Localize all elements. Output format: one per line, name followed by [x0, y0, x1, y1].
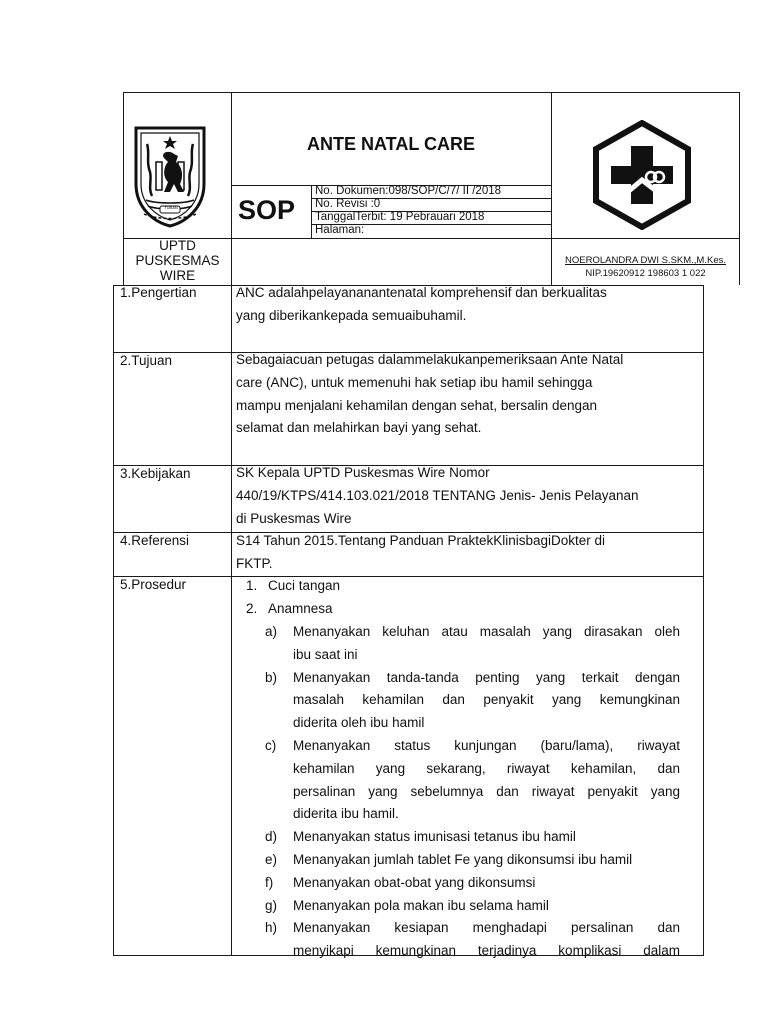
doc-number: No. Dokumen:098/SOP/C/7/ II /2018 — [315, 185, 502, 197]
kebijakan-line: di Puskesmas Wire — [236, 510, 352, 526]
pengertian-line: yang diberikankepada semuaibuhamil. — [236, 307, 467, 323]
page-number: Halaman: — [315, 224, 365, 236]
substep-item — [265, 621, 680, 667]
revision-number: No. Revisi :0 — [315, 198, 381, 210]
substep-line: Menanyakan kesiapan menghadapi persalinan dan — [293, 920, 680, 936]
org-name — [124, 238, 231, 283]
tujuan-line: care (ANC), untuk memenuhi hak setiap ibu hamil sehingga — [236, 374, 593, 390]
substep-item — [265, 667, 680, 735]
substep-item — [265, 895, 680, 918]
tujuan-line: selamat dan melahirkan bayi yang sehat. — [236, 420, 482, 436]
tujuan-line: mampu menjalani kehamilan dengan sehat, bersalin dengan — [236, 397, 597, 413]
signer-block — [552, 254, 739, 280]
substep-line: masalah kehamilan dan penyakit yang kemungkinan — [293, 692, 680, 708]
substep-marker: d) — [265, 829, 278, 845]
step-text: Anamnesa — [268, 601, 333, 616]
pengertian-line: ANC adalahpelayananantenatal komprehensif dan berkualitas — [236, 285, 607, 300]
referensi-line: S14 Tahun 2015.Tentang Panduan PraktekKlinisbagiDokter di — [236, 533, 606, 548]
document-title: ANTE NATAL CARE — [307, 134, 475, 154]
prosedur-step — [246, 598, 676, 621]
kebijakan-text — [236, 462, 696, 530]
substep-line: Menanyakan obat-obat yang dikonsumsi — [293, 874, 536, 890]
step-marker: 1. — [246, 578, 258, 593]
tujuan-line: Sebagaiacuan petugas dalammelakukanpemeriksaan Ante Natal — [236, 352, 624, 367]
tujuan-text — [236, 349, 678, 440]
substep-item — [265, 849, 680, 872]
section-label-referensi: 4.Referensi — [120, 533, 190, 548]
substep-line: diderita oleh ibu hamil — [293, 715, 425, 731]
substep-marker: b) — [265, 669, 278, 685]
substep-line: persalinan yang sebelumnya dan riwayat penyakit yang — [293, 783, 680, 799]
substep-item — [265, 917, 680, 963]
org-line-1: UPTD — [159, 238, 196, 253]
section-label-pengertian: 1.Pengertian — [120, 285, 197, 300]
substep-line: Menanyakan status kunjungan (baru/lama), riwayat — [293, 737, 680, 753]
substep-marker: f) — [265, 874, 274, 890]
kebijakan-line: SK Kepala UPTD Puskesmas Wire Nomor — [236, 465, 490, 480]
substep-item — [265, 872, 680, 895]
step-text: Cuci tangan — [268, 578, 341, 593]
referensi-line: FKTP. — [236, 555, 273, 571]
substep-line: Menanyakan status imunisasi tetanus ibu hamil — [293, 829, 576, 845]
prosedur-step — [246, 575, 676, 598]
section-label-tujuan: 2.Tujuan — [120, 353, 173, 368]
step-marker: 2. — [246, 601, 258, 616]
regency-seal-logo — [130, 122, 210, 228]
pengertian-text — [236, 282, 678, 328]
substep-marker: g) — [265, 897, 278, 913]
substep-list — [265, 621, 680, 963]
substep-marker: c) — [265, 737, 277, 753]
substep-marker: h) — [265, 920, 278, 936]
substep-line: diderita ibu hamil. — [293, 806, 399, 822]
substep-line: ibu saat ini — [293, 646, 358, 662]
publish-date: TanggalTerbit: 19 Pebrauari 2018 — [315, 211, 485, 223]
sop-label: SOP — [238, 195, 296, 225]
org-line-3: WIRE — [159, 268, 196, 283]
substep-line: Menanyakan keluhan atau masalah yang dirasakan oleh — [293, 624, 680, 639]
substep-line: Menanyakan jumlah tablet Fe yang dikonsumsi ibu hamil — [293, 851, 633, 867]
section-label-kebijakan: 3.Kebijakan — [120, 466, 191, 481]
substep-line: kehamilan yang sekarang, riwayat kehamilan, dan — [293, 760, 680, 776]
substep-line: menyikapi kemungkinan terjadinya komplikasi dalam — [293, 943, 680, 959]
substep-item — [265, 826, 680, 849]
substep-marker: a) — [265, 624, 278, 639]
section-label-prosedur: 5.Prosedur — [120, 577, 187, 592]
substep-marker: e) — [265, 851, 278, 867]
kebijakan-line: 440/19/KTPS/414.103.021/2018 TENTANG Jenis- Jenis Pelayanan — [236, 487, 639, 503]
org-line-2: PUSKESMAS — [135, 253, 220, 268]
puskesmas-logo — [588, 120, 696, 230]
substep-line: Menanyakan pola makan ibu selama hamil — [293, 897, 549, 913]
substep-item — [265, 735, 680, 826]
seal-label: TUBAN — [164, 205, 178, 210]
signer-nip: NIP.19620912 198603 1 022 — [585, 268, 706, 279]
referensi-text — [236, 530, 678, 576]
signer-name: NOEROLANDRA DWI S.SKM.,M.Kes. — [565, 255, 726, 266]
substep-line: Menanyakan tanda-tanda penting yang terkait dengan — [293, 669, 680, 685]
